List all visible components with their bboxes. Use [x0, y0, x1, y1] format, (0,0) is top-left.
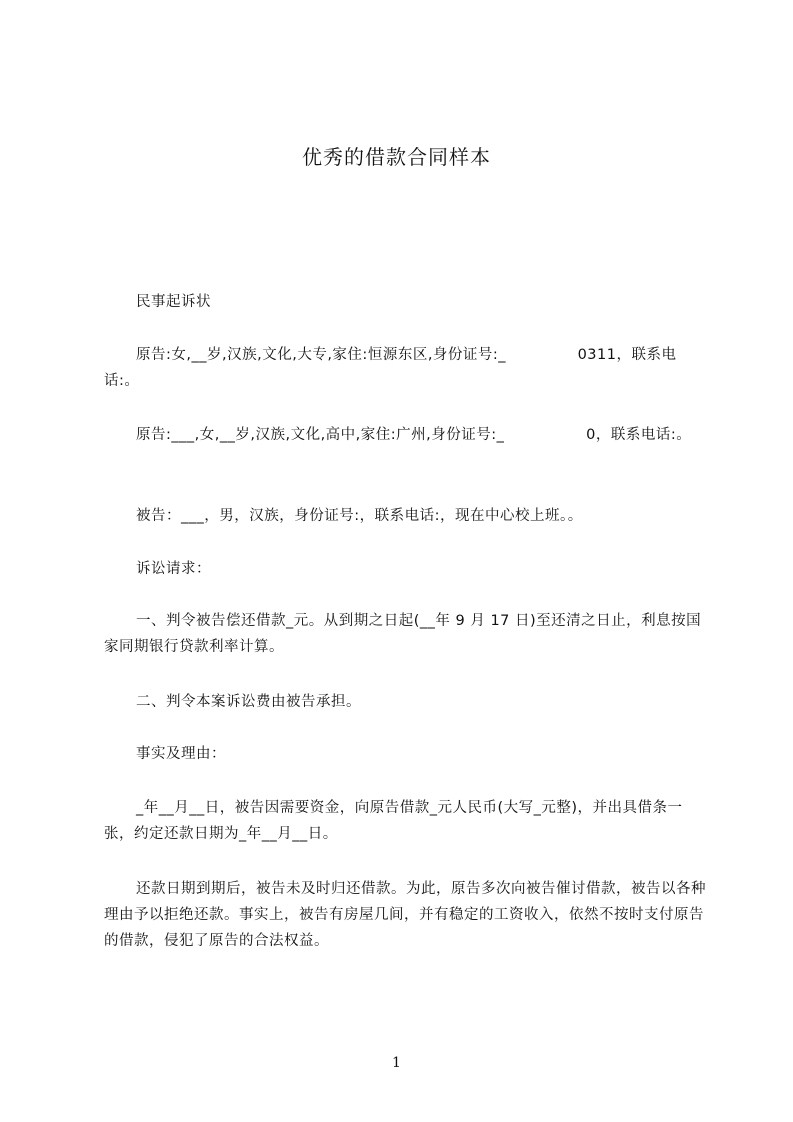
paragraph-text: 还款日期到期后，被告未及时归还借款。为此，原告多次向被告催讨借款，被告以各种理由予以拒绝还款。事实上，被告有房屋几间，并有稳定的工资收入，依然不按时支付原告的借款，侵犯了原告的合法权益。	[104, 881, 706, 949]
page-number: 1	[392, 1055, 401, 1071]
paragraph-text: _年__月__日，被告因需要资金，向原告借款_元人民币(大写_元整)，并出具借条一张，约定还款日期为_年__月__日。	[104, 800, 683, 842]
paragraph-text: 民事起诉状	[136, 294, 211, 310]
paragraph-text: 诉讼请求：	[136, 561, 211, 577]
paragraph-facts-2	[104, 876, 708, 954]
paragraph-claims-heading	[104, 556, 708, 582]
paragraph-facts-heading	[104, 741, 708, 767]
paragraph-claim-1	[104, 608, 708, 660]
document-title: 优秀的借款合同样本	[302, 145, 491, 169]
paragraph-text: 一、判令被告偿还借款_元。从到期之日起(__年 9 月 17 日)至还清之日止，利息按国家同期银行贷款利率计算。	[104, 613, 702, 655]
paragraph-facts-1	[104, 795, 708, 847]
paragraph-plaintiff-1	[104, 342, 708, 394]
paragraph-text: 二、判令本案诉讼费由被告承担。	[136, 694, 361, 710]
paragraph-text: 原告:___,女,__岁,汉族,文化,高中,家住:广州,身份证号:_ 0，联系电话:。	[136, 427, 692, 443]
paragraph-text: 被告：___，男，汉族，身份证号:，联系电话:，现在中心校上班。。	[136, 508, 583, 524]
paragraph-text: 事实及理由：	[136, 746, 226, 762]
paragraph-text: 原告:女,__岁,汉族,文化,大专,家住:恒源东区,身份证号:_ 0311，联系电话:。	[104, 347, 677, 389]
paragraph-claim-2	[104, 689, 708, 715]
paragraph-complaint-heading	[104, 289, 708, 315]
paragraph-plaintiff-2	[104, 422, 708, 448]
paragraph-defendant	[104, 503, 708, 529]
